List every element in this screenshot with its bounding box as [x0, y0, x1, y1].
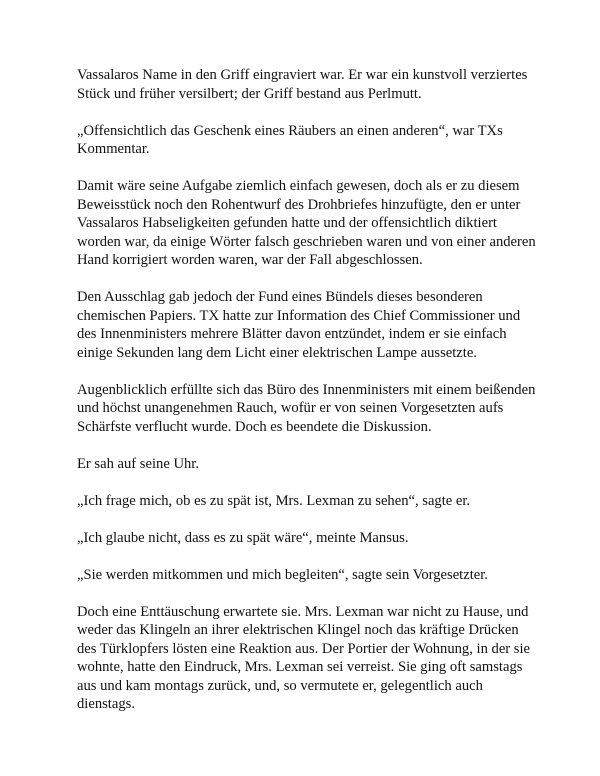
paragraph-3: Damit wäre seine Aufgabe ziemlich einfach gewesen, doch als er zu diesem Beweisstück noch den Rohentwurf des Drohbriefes hinzufügte, den er unter Vassalaros Habseligkeiten gefunden hatte und der offensichtlich diktiert worden war, da einige Wörter falsch geschrieben waren und von einer anderen Hand korrigiert worden waren, war der Fall abgeschlossen. — [77, 178, 536, 268]
paragraph-2: „Offensichtlich das Geschenk eines Räubers an einen anderen“, war TXs Kommentar. — [77, 122, 503, 157]
paragraph-6: Er sah auf seine Uhr. — [77, 455, 199, 472]
paragraph-7: „Ich frage mich, ob es zu spät ist, Mrs. Lexman zu sehen“, sagte er. — [77, 492, 471, 509]
paragraph-4: Den Ausschlag gab jedoch der Fund eines Bündels dieses besonderen chemischen Papiers. TX hatte zur Information des Chief Commissioner und des Innenministers mehrere Blätter davon entzündet, indem er sie einfach einige Sekunden lang dem Licht einer elektrischen Lampe aussetzte. — [77, 289, 521, 361]
paragraph-10: Doch eine Enttäuschung erwartete sie. Mrs. Lexman war nicht zu Hause, und weder das Klingeln an ihrer elektrischen Klingel noch das kräftige Drücken des Türklopfers lösten eine Reaktion aus. Der Portier der Wohnung, in der sie wohnte, hatte den Eindruck, Mrs. Lexman sei verreist. Sie ging oft samstags aus und kam montags zurück, und, so vermutete er, gelegentlich auch dienstags. — [77, 603, 531, 712]
paragraph-9: „Sie werden mitkommen und mich begleiten“, sagte sein Vorgesetzter. — [77, 566, 488, 583]
paragraph-5: Augenblicklich erfüllte sich das Büro des Innenministers mit einem beißenden und höchst unangenehmen Rauch, wofür er von seinen Vorgesetzten aufs Schärfste verflucht wurde. Doch es beendete die Diskussion. — [77, 381, 536, 435]
paragraph-8: „Ich glaube nicht, dass es zu spät wäre“, meinte Mansus. — [77, 529, 409, 546]
body-text — [77, 66, 537, 714]
paragraph-1: Vassalaros Name in den Griff eingraviert war. Er war ein kunstvoll verziertes Stück und früher versilbert; der Griff bestand aus Perlmutt. — [77, 67, 528, 102]
